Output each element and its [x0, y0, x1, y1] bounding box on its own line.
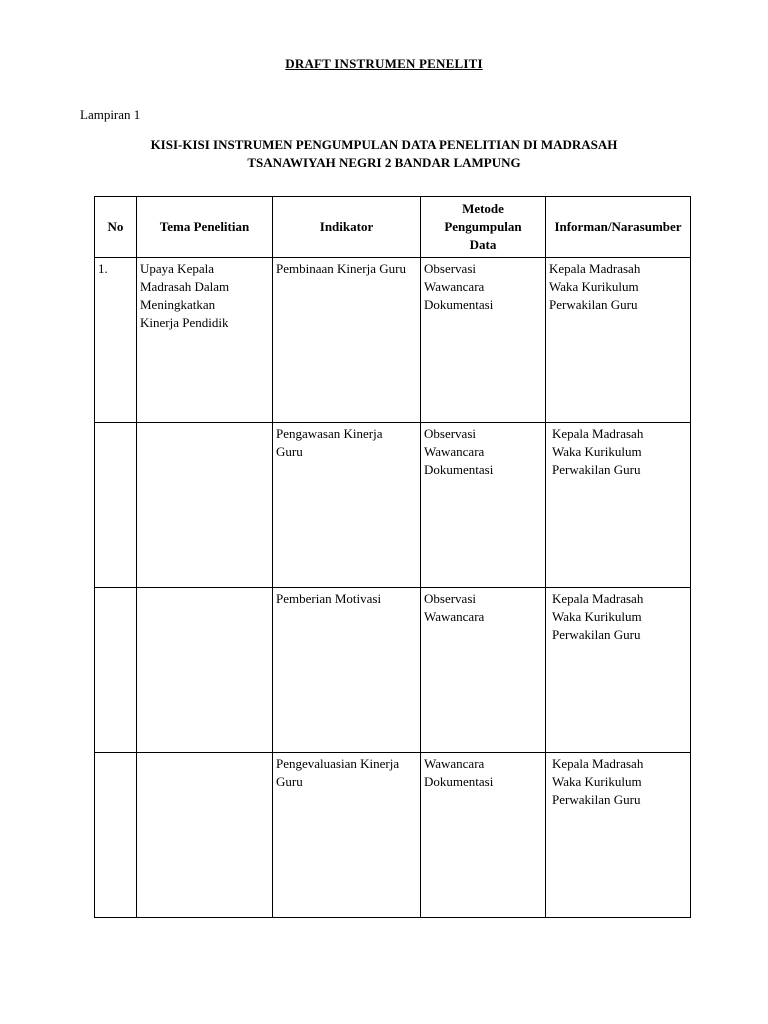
cell-informan-line: Waka Kurikulum	[552, 444, 642, 459]
cell-tema	[137, 588, 273, 753]
cell-tema	[137, 423, 273, 588]
cell-metode-line: Observasi	[424, 426, 476, 441]
cell-metode-content	[421, 753, 545, 791]
cell-indikator-content	[273, 423, 420, 461]
cell-metode-line: Dokumentasi	[424, 297, 494, 312]
cell-indikator-line: Pengawasan Kinerja	[276, 426, 383, 441]
cell-metode	[421, 753, 546, 918]
table-row	[95, 423, 691, 588]
table-header-row	[95, 197, 691, 258]
header-metode-line-3: Data	[469, 237, 497, 252]
table-row	[95, 588, 691, 753]
header-metode-line-2: Pengumpulan	[444, 219, 522, 234]
table-body	[95, 258, 691, 918]
header-tema: Tema Penelitian	[137, 197, 273, 258]
cell-indikator-content	[273, 258, 420, 278]
cell-informan-line: Perwakilan Guru	[552, 792, 641, 807]
cell-indikator	[273, 258, 421, 423]
cell-tema-content	[137, 753, 272, 755]
cell-tema-line: Meningkatkan	[140, 297, 216, 312]
cell-metode-content	[421, 588, 545, 626]
cell-metode-line: Observasi	[424, 591, 476, 606]
cell-indikator-content	[273, 588, 420, 608]
document-heading	[80, 136, 688, 172]
cell-informan-content	[546, 588, 690, 644]
cell-no	[95, 258, 137, 423]
cell-informan-line: Perwakilan Guru	[552, 627, 641, 642]
cell-metode	[421, 423, 546, 588]
document-title: DRAFT INSTRUMEN PENELITI	[285, 56, 483, 71]
header-no: No	[95, 197, 137, 258]
cell-informan-line: Waka Kurikulum	[552, 609, 642, 624]
cell-no	[95, 588, 137, 753]
cell-no-content	[95, 588, 136, 590]
cell-tema-content	[137, 588, 272, 590]
cell-no	[95, 753, 137, 918]
cell-indikator-line: Pengevaluasian Kinerja	[276, 756, 400, 771]
cell-indikator-content	[273, 753, 420, 791]
header-informan: Informan/Narasumber	[546, 197, 691, 258]
cell-indikator-line: Pembinaan Kinerja Guru	[276, 261, 406, 276]
header-indikator: Indikator	[273, 197, 421, 258]
cell-informan	[546, 588, 691, 753]
cell-no-text: 1.	[98, 261, 108, 276]
cell-metode-line: Observasi	[424, 261, 476, 276]
cell-informan-content	[546, 258, 690, 314]
cell-metode-line: Wawancara	[424, 756, 485, 771]
cell-indikator	[273, 588, 421, 753]
cell-no-content	[95, 753, 136, 755]
cell-indikator-line: Pemberian Motivasi	[276, 591, 382, 606]
cell-tema	[137, 753, 273, 918]
cell-informan	[546, 753, 691, 918]
header-metode-line-1: Metode	[462, 201, 504, 216]
cell-informan-content	[546, 753, 690, 809]
cell-tema-content	[137, 258, 272, 332]
table-row	[95, 753, 691, 918]
cell-indikator	[273, 423, 421, 588]
cell-metode	[421, 258, 546, 423]
cell-metode-content	[421, 258, 545, 314]
cell-indikator	[273, 753, 421, 918]
cell-metode-line: Wawancara	[424, 444, 485, 459]
cell-metode	[421, 588, 546, 753]
cell-tema-content	[137, 423, 272, 425]
cell-tema-line: Upaya Kepala	[140, 261, 214, 276]
cell-metode-line: Dokumentasi	[424, 774, 494, 789]
cell-tema-line: Madrasah Dalam	[140, 279, 230, 294]
cell-indikator-line: Guru	[276, 774, 303, 789]
cell-informan-line: Kepala Madrasah	[549, 261, 641, 276]
cell-informan	[546, 423, 691, 588]
heading-line-2: TSANAWIYAH NEGRI 2 BANDAR LAMPUNG	[247, 155, 521, 170]
cell-indikator-line: Guru	[276, 444, 303, 459]
cell-no-content	[95, 423, 136, 425]
cell-tema	[137, 258, 273, 423]
cell-no	[95, 423, 137, 588]
cell-tema-line: Kinerja Pendidik	[140, 315, 229, 330]
cell-metode-content	[421, 423, 545, 479]
cell-metode-line: Dokumentasi	[424, 462, 494, 477]
cell-informan-line: Kepala Madrasah	[552, 426, 644, 441]
cell-informan-line: Kepala Madrasah	[552, 591, 644, 606]
cell-informan	[546, 258, 691, 423]
cell-informan-content	[546, 423, 690, 479]
instrument-table	[94, 196, 691, 918]
cell-informan-line: Waka Kurikulum	[552, 774, 642, 789]
header-metode	[421, 197, 546, 258]
cell-informan-line: Perwakilan Guru	[549, 297, 638, 312]
heading-line-1: KISI-KISI INSTRUMEN PENGUMPULAN DATA PENELITIAN DI MADRASAH	[150, 137, 618, 152]
cell-no-content	[95, 258, 136, 278]
cell-informan-line: Waka Kurikulum	[549, 279, 639, 294]
cell-metode-line: Wawancara	[424, 279, 485, 294]
cell-informan-line: Kepala Madrasah	[552, 756, 644, 771]
cell-informan-line: Perwakilan Guru	[552, 462, 641, 477]
cell-metode-line: Wawancara	[424, 609, 485, 624]
table-row	[95, 258, 691, 423]
lampiran-label: Lampiran 1	[80, 107, 141, 122]
